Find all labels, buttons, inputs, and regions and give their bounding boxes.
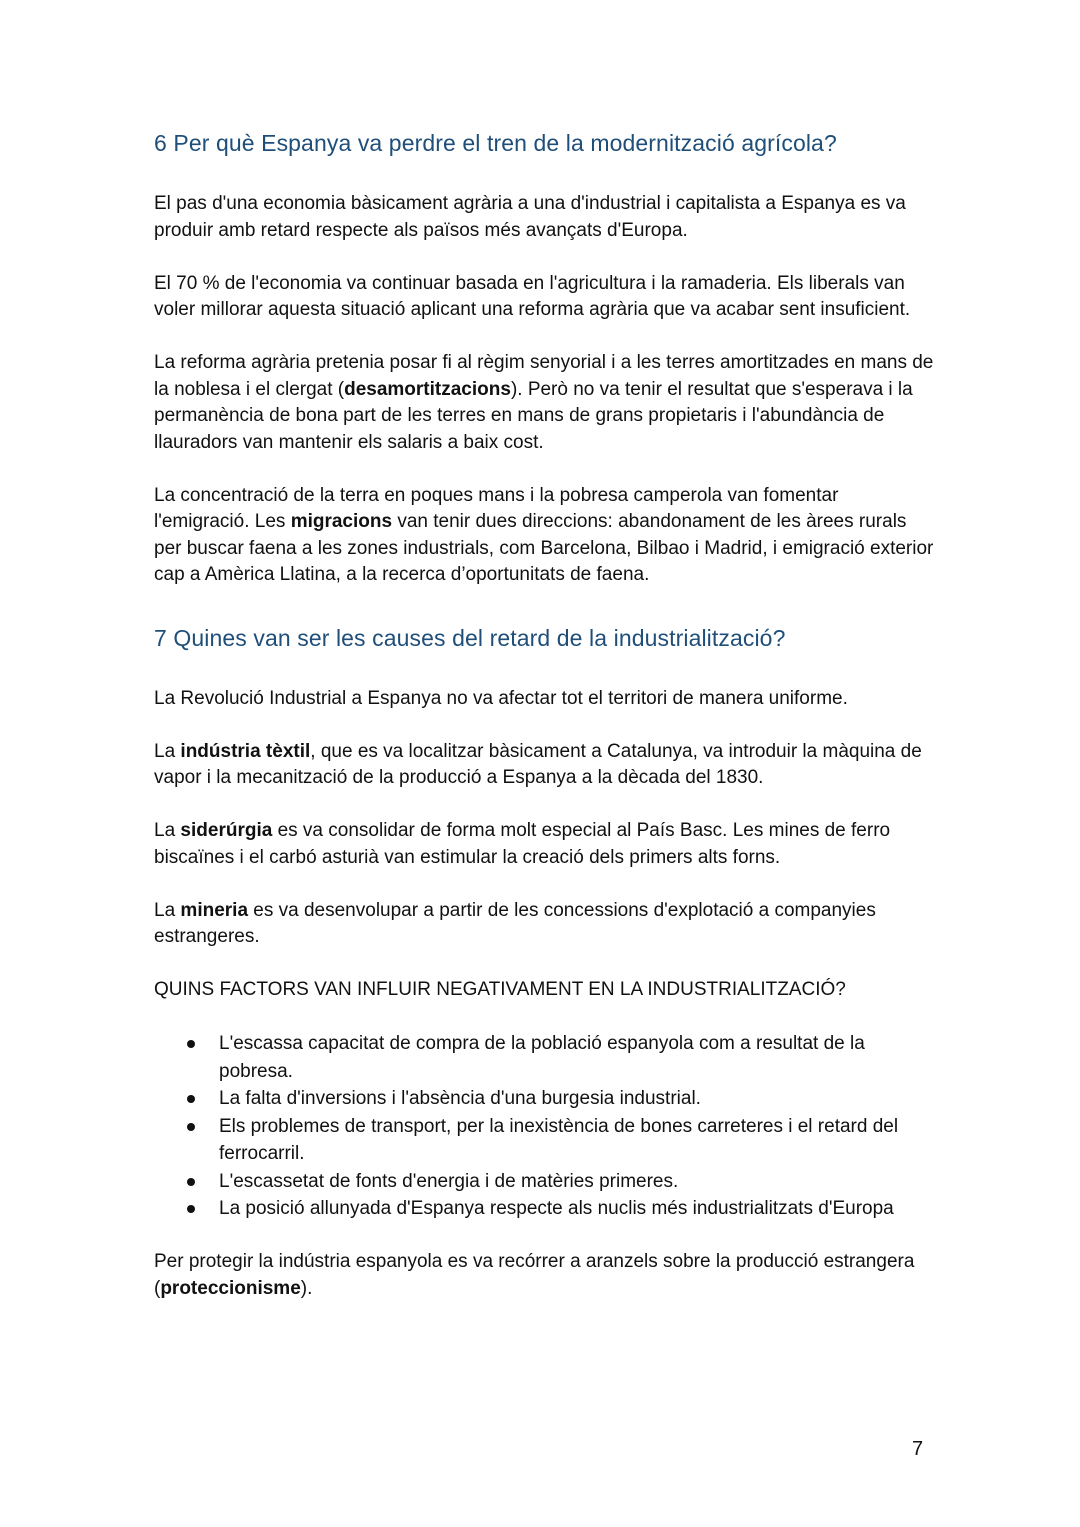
- list-item: La falta d'inversions i l'absència d'una burgesia industrial.: [219, 1085, 934, 1113]
- text-run: es va desenvolupar a partir de les concessions d'explotació a companyies estrangeres.: [154, 899, 876, 947]
- section-6-paragraph-1: El pas d'una economia bàsicament agrària a una d'industrial i capitalista a Espanya es va produir amb retard respecte als països més avançats d'Europa.: [154, 193, 906, 241]
- list-item: L'escassa capacitat de compra de la població espanyola com a resultat de la pobresa.: [219, 1030, 934, 1085]
- section-6-heading: 6 Per què Espanya va perdre el tren de la modernització agrícola?: [154, 130, 837, 156]
- section-6-paragraph-3: [154, 350, 934, 456]
- document-page: [154, 128, 934, 1329]
- section-7-paragraph-5: [154, 1249, 934, 1302]
- section-7-paragraph-1: La Revolució Industrial a Espanya no va afectar tot el territori de manera uniforme.: [154, 687, 848, 709]
- text-run: La concentració de la terra en poques mans i la pobresa camperola van fomentar l'emigració. Les: [154, 484, 839, 532]
- text-run: van tenir dues direccions: abandonament de les àrees rurals per buscar faena a les zones industrials, com Barcelona, Bilbao i Madrid, i emigració exterior cap a Amèrica Llatina, a la recerca d’oportunitats de faena.: [154, 511, 934, 585]
- text-run: es va consolidar de forma molt especial al País Basc. Les mines de ferro biscaïnes i el carbó asturià van estimular la creació dels primers alts forns.: [154, 820, 891, 868]
- text-run: , que es va localitzar bàsicament a Catalunya, va introduir la màquina de vapor i la mecanització de la producció a Espanya a la dècada del 1830.: [154, 740, 922, 788]
- text-run: Per protegir la indústria espanyola es va recórrer a aranzels sobre la producció estrangera (: [154, 1251, 915, 1299]
- text-run: La: [154, 899, 181, 921]
- text-run: La: [154, 820, 181, 841]
- bold-term-proteccionisme: proteccionisme: [160, 1277, 301, 1299]
- list-item: Els problemes de transport, per la inexistència de bones carreteres i el retard del ferrocarril.: [219, 1113, 934, 1168]
- text-run: ). Però no va tenir el resultat que s'esperava i la permanència de bona part de les terres en mans de grans propietaris i l'abundància de llauradors van mantenir els salaris a baix cost.: [154, 378, 913, 453]
- section-6-paragraph-2: El 70 % de l'economia va continuar basada en l'agricultura i la ramaderia. Els liberals van voler millorar aquesta situació aplicant una reforma agrària que va acabar sent insuficient.: [154, 272, 911, 320]
- text-run: ).: [300, 1277, 313, 1299]
- section-7-heading: 7 Quines van ser les causes del retard de la industrialització?: [154, 624, 786, 651]
- bold-term-desamortitzacions: desamortitzacions: [344, 378, 511, 400]
- bold-term-migracions: migracions: [290, 511, 393, 532]
- factors-list: [154, 1030, 934, 1223]
- bold-term-mineria: mineria: [180, 899, 249, 921]
- section-7-paragraph-4: [154, 898, 934, 951]
- section-7-paragraph-3: [154, 818, 934, 871]
- list-item: La posició allunyada d'Espanya respecte als nuclis més industrialitzats d'Europa: [219, 1195, 934, 1223]
- list-item: L'escassetat de fonts d'energia i de matèries primeres.: [219, 1168, 934, 1196]
- section-7-paragraph-2: [154, 739, 934, 792]
- bold-term-siderurgia: siderúrgia: [180, 820, 273, 841]
- factors-question: QUINS FACTORS VAN INFLUIR NEGATIVAMENT EN LA INDUSTRIALITZACIÓ?: [154, 979, 846, 1000]
- bold-term-industria-textil: indústria tèxtil: [180, 740, 311, 762]
- text-run: La reforma agrària pretenia posar fi al règim senyorial i a les terres amortitzades en mans de la noblesa i el clergat (: [154, 352, 934, 400]
- text-run: La: [154, 740, 181, 762]
- section-6-paragraph-4: [154, 483, 934, 589]
- page-number: 7: [912, 1438, 924, 1460]
